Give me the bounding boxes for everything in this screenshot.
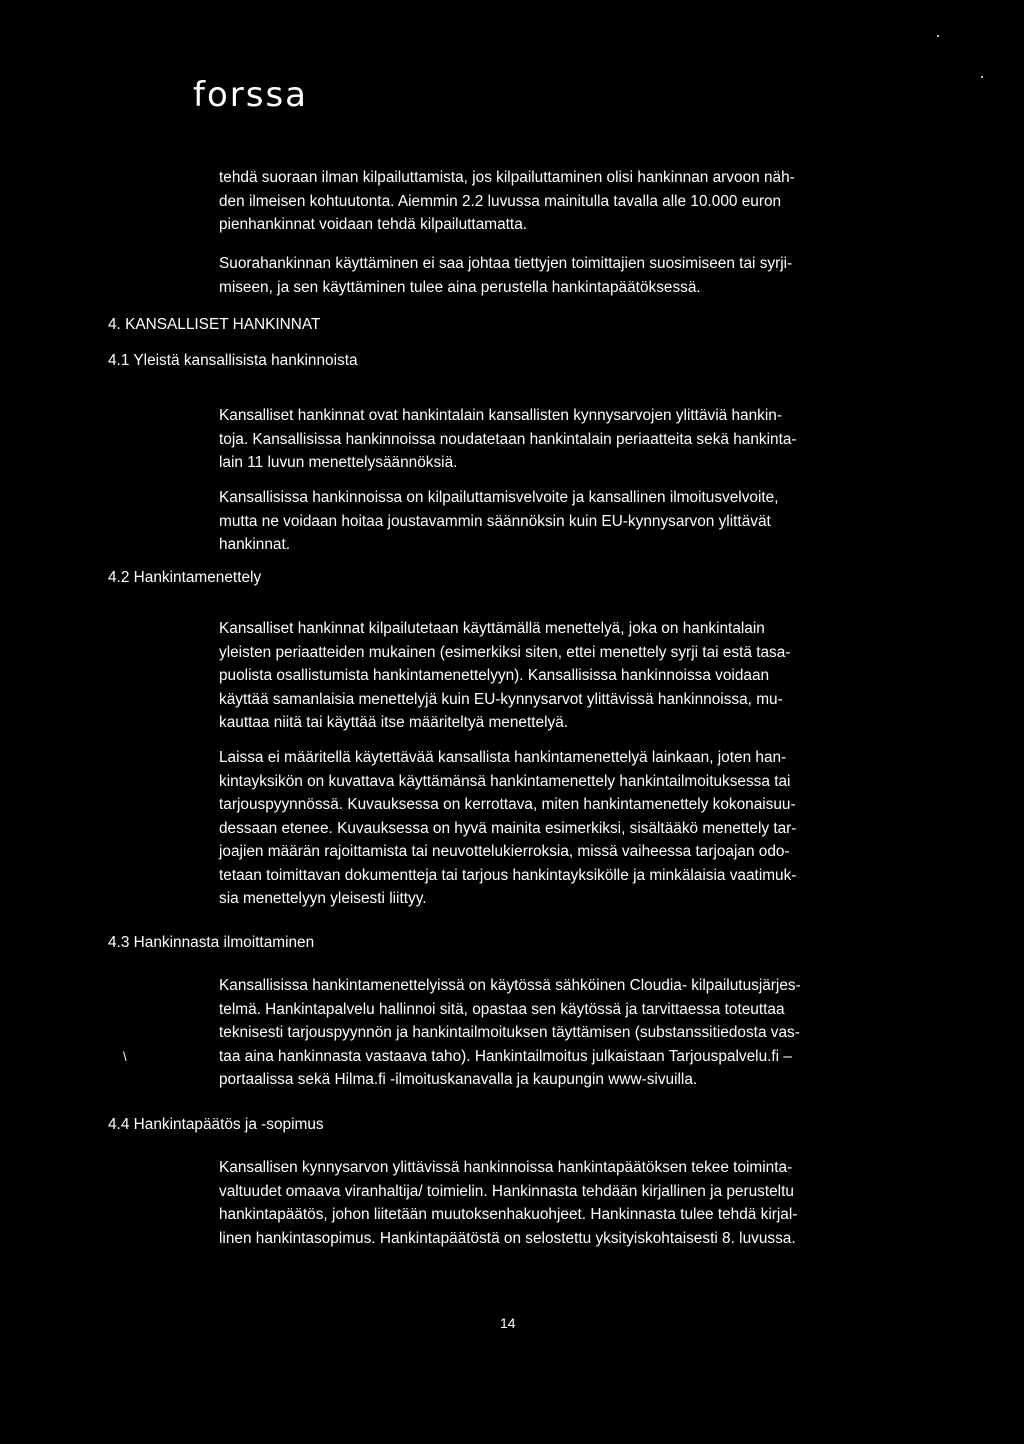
section-heading-4-1: 4.1 Yleistä kansallisista hankinnoista [108, 352, 358, 369]
section-heading-4-2: 4.2 Hankintamenettely [108, 569, 262, 586]
section-4-2-paragraph-1: Kansalliset hankinnat kilpailutetaan käyttämällä menettelyä, joka on hankintalain yleisten periaatteiden mukainen (esimerkiksi siten, ettei menettely syrji tai estä tasa- puolista osallistumista hankintamenettelyyn). Kansallisissa hankinnoissa voidaan käyttää samanlaisia menettelyjä kuin EU-kynnysarvot ylittävissä hankinnoissa, mu- kauttaa niitä tai käyttää itse määriteltyä menettelyä. [219, 620, 791, 731]
page-number: 14 [500, 1315, 516, 1331]
scan-speck-right [981, 76, 983, 78]
intro-paragraph-2: Suorahankinnan käyttäminen ei saa johtaa tiettyjen toimittajien suosimiseen tai syrji- miseen, ja sen käyttäminen tulee aina perustella hankintapäätöksessä. [219, 255, 793, 296]
section-4-2-paragraph-2: Laissa ei määritellä käytettävää kansallista hankintamenettelyä lainkaan, joten han- kintayksikön on kuvattava käyttämänsä hankintamenettely hankintailmoituksessa tai tarjouspyynnössä. Kuvauksessa on kerrottava, miten hankintamenettely kokonaisuu- dessaan etenee. Kuvauksessa on hyvä mainita esimerkiksi, sisältääkö menettely tar- joajien määrän rajoittamista tai neuvottelukierroksia, missä vaiheessa tarjoajan odo- tetaan toimittavan dokumentteja tai tarjous hankintayksikölle ja minkälaisia vaatimuk- sia menettelyyn yleisesti liittyy. [219, 749, 797, 907]
section-4-3-paragraph-1: Kansallisissa hankintamenettelyissä on käytössä sähköinen Cloudia- kilpailutusjärjes- telmä. Hankintapalvelu hallinnoi sitä, opastaa sen käytössä ja tarvittaessa toteuttaa teknisesti tarjouspyynnön ja hankintailmoituksen täyttämisen (substanssitiedosta vas- taa aina hankinnasta vastaava taho). Hankintailmoitus julkaistaan Tarjouspalvelu.fi – portaalissa sekä Hilma.fi -ilmoituskanavalla ja kaupungin www-sivuilla. [219, 977, 801, 1088]
section-heading-4: 4. KANSALLISET HANKINNAT [108, 316, 321, 333]
section-4-1-paragraph-2: Kansallisissa hankinnoissa on kilpailuttamisvelvoite ja kansallinen ilmoitusvelvoite, mutta ne voidaan hoitaa joustavammin säännöksin kuin EU-kynnysarvon ylittävät hankinnat. [219, 489, 779, 553]
section-4-4-paragraph-1: Kansallisen kynnysarvon ylittävissä hankinnoissa hankintapäätöksen tekee toiminta- valtuudet omaava viranhaltija/ toimielin. Hankinnasta tehdään kirjallinen ja perusteltu hankintapäätös, johon liitetään muutoksenhakuohjeet. Hankinnasta tulee tehdä kirjal- linen hankintasopimus. Hankintapäätöstä on selostettu yksityiskohtaisesti 8. luvussa. [219, 1159, 798, 1247]
margin-mark: \ [123, 1049, 127, 1064]
scan-speck-top [937, 35, 939, 37]
forssa-logo: forssa [193, 75, 309, 115]
section-heading-4-3: 4.3 Hankinnasta ilmoittaminen [108, 934, 315, 951]
section-heading-4-4: 4.4 Hankintapäätös ja -sopimus [108, 1116, 324, 1133]
section-4-1-paragraph-1: Kansalliset hankinnat ovat hankintalain kansallisten kynnysarvojen ylittäviä hankin- toja. Kansallisissa hankinnoissa noudatetaan hankintalain periaatteita sekä hankinta- lain 11 luvun menettelysäännöksiä. [219, 407, 797, 471]
intro-paragraph-1: tehdä suoraan ilman kilpailuttamista, jos kilpailuttaminen olisi hankinnan arvoon näh- den ilmeisen kohtuutonta. Aiemmin 2.2 luvussa mainitulla tavalla alle 10.000 euron pienhankinnat voidaan tehdä kilpailuttamatta. [219, 169, 795, 233]
